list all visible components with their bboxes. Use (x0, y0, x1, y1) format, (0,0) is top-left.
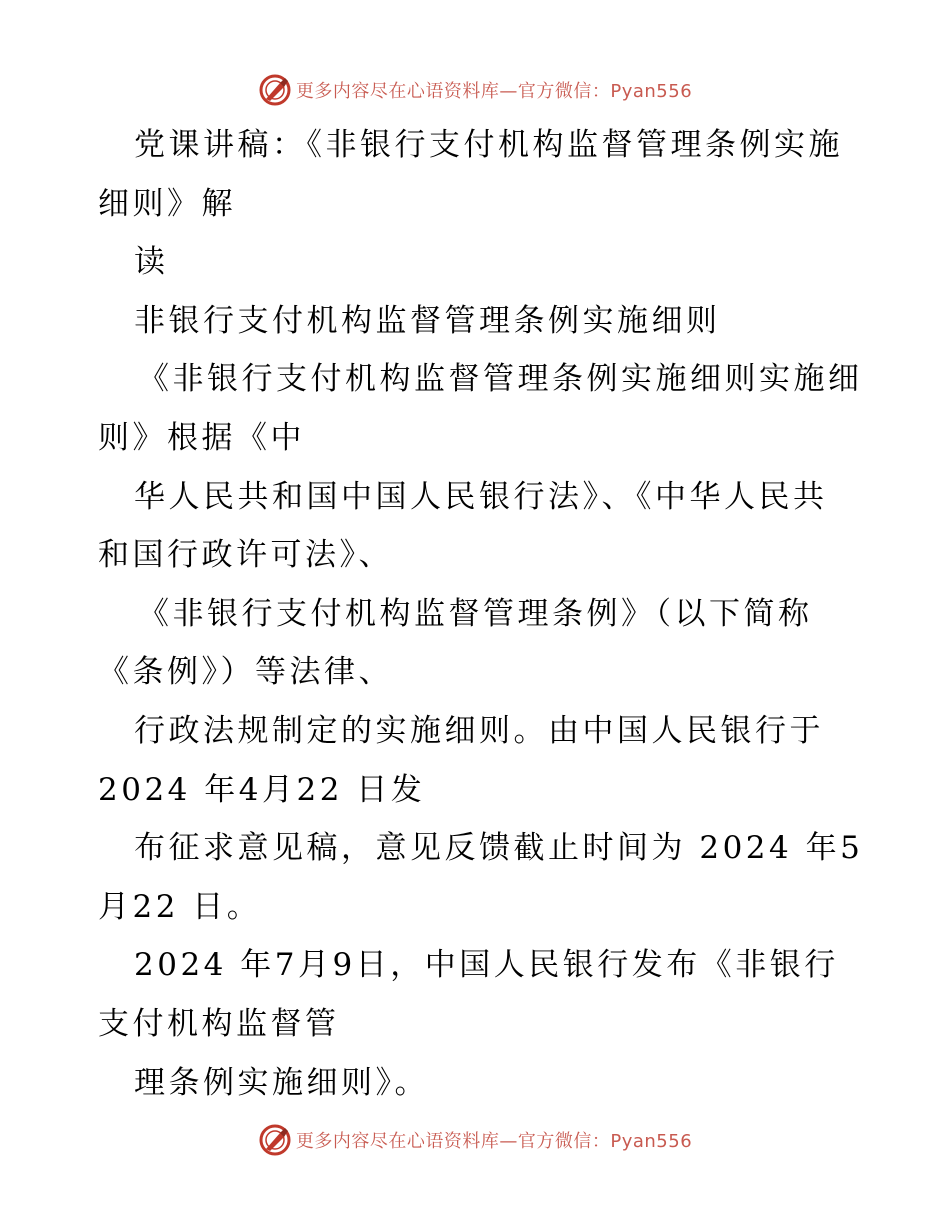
text-line: 华人民共和国中国人民银行法》、《中华人民共 (134, 478, 828, 515)
text-line: 《非银行支付机构监督管理条例》（以下简称 (138, 595, 813, 632)
text-line: 读 (134, 244, 169, 281)
header-banner (0, 70, 950, 110)
text-line: 非银行支付机构监督管理条例实施细则 (134, 302, 721, 339)
text-line: 布征求意见稿，意见反馈截止时间为 2024 年5 (134, 830, 864, 867)
text-line: 行政法规制定的实施细则。由中国人民银行于 (134, 712, 824, 749)
text-line: 和国行政许可法》、 (98, 537, 393, 574)
text-line: 2024 年7月9日，中国人民银行发布《非银行 (134, 947, 839, 984)
text-line: 《非银行支付机构监督管理条例实施细则实施细 (138, 361, 863, 398)
text-line: 月22 日。 (98, 888, 262, 925)
document-body (98, 116, 868, 1112)
banner-text: 更多内容尽在心语资料库—官方微信：Pyan556 (295, 1131, 693, 1152)
text-line: 《条例》）等法律、 (98, 654, 393, 691)
text-line: 则》根据《中 (98, 419, 305, 456)
text-line: 党课讲稿：《非银行支付机构监督管理条例实施 (134, 127, 843, 163)
banner-text: 更多内容尽在心语资料库—官方微信：Pyan556 (295, 81, 693, 102)
footer-banner (0, 1120, 950, 1160)
text-line: 细则》解 (98, 185, 236, 222)
text-line: 支付机构监督管 (98, 1005, 340, 1042)
text-line: 2024 年4月22 日发 (98, 771, 426, 808)
text-line: 理条例实施细则》。 (134, 1064, 429, 1101)
pen-nib-logo-icon (258, 1123, 292, 1157)
pen-nib-logo-icon (258, 73, 292, 107)
